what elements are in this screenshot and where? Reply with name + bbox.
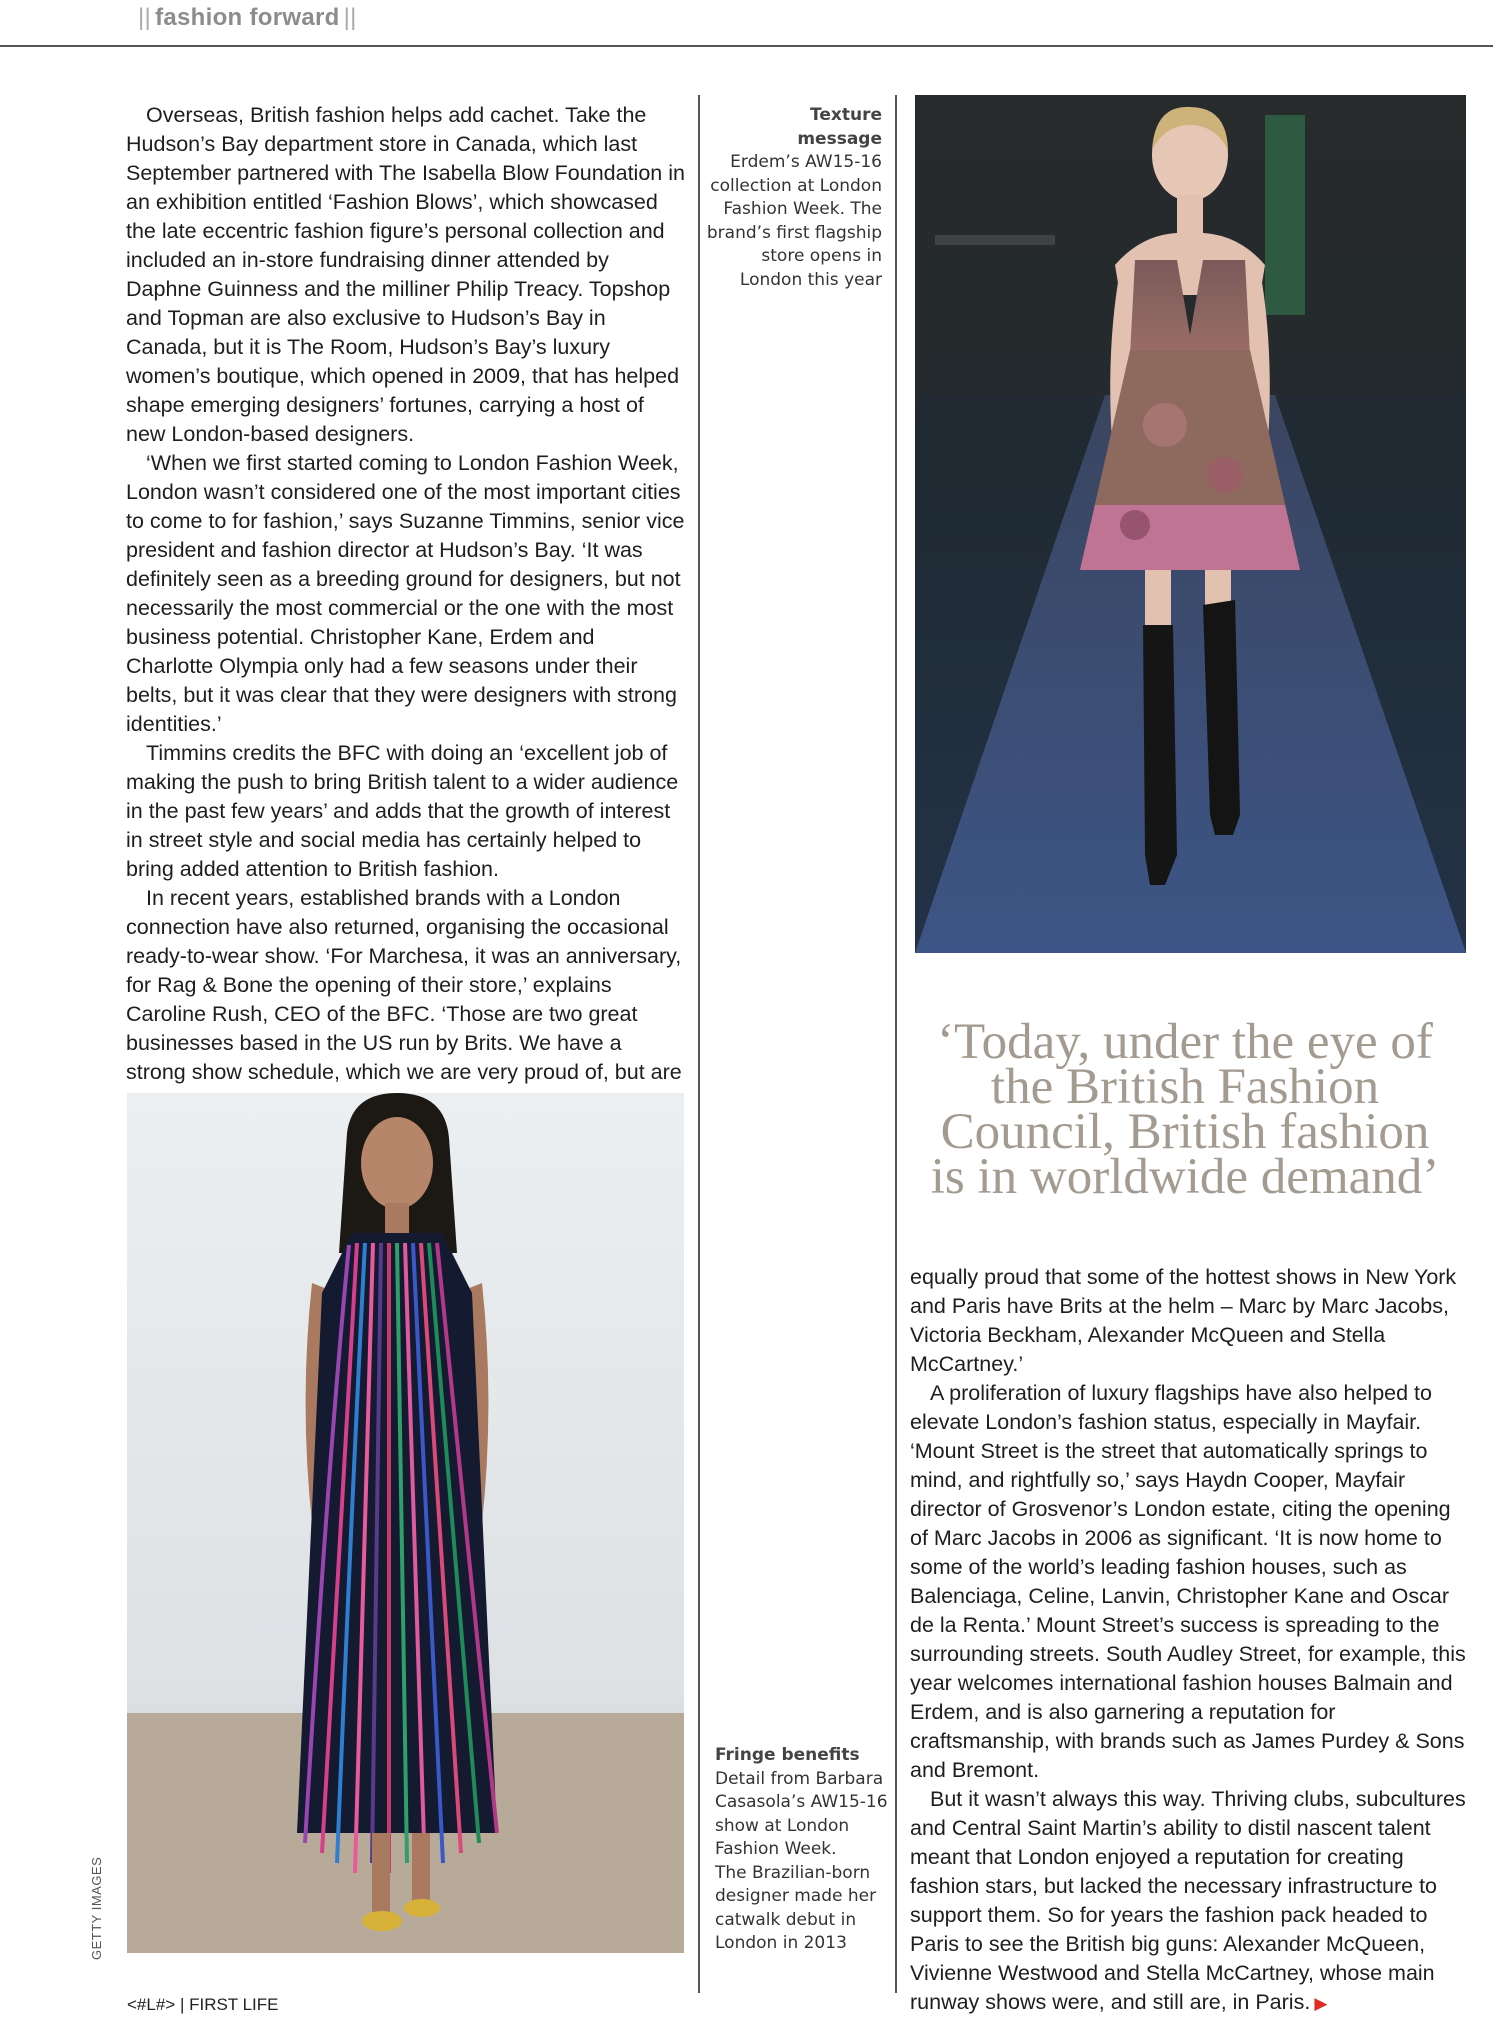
header-rule — [0, 45, 1493, 47]
paragraph: equally proud that some of the hottest shows in New York and Paris have Brits at the helm – Marc by Marc Jacobs, Victoria Beckham, Alexander McQueen and Stella McCartney.’ — [910, 1265, 1457, 1376]
caption-line: Fashion Week. The — [723, 199, 882, 219]
caption-line: Fashion Week. — [715, 1839, 837, 1859]
caption-line: Detail from Barbara — [715, 1768, 884, 1789]
caption-title: Texture — [810, 105, 882, 125]
section-label-text: fashion forward — [155, 4, 340, 31]
paragraph-text: But it wasn’t always this way. Thriving clubs, subcultures and Central Saint Martin’s ability to distil nascent talent meant that London enjoyed a reputation for creating fashion stars, but lacked the necessary infrastructure to support them. So for years the fashion pack headed to Paris to see the British big guns: Alexander McQueen, Vivienne Westwood and Stella McCartney, whose main runway shows were, and still are, in Paris. — [910, 1787, 1466, 2014]
caption-line: Erdem’s AW15-16 — [730, 152, 882, 172]
column-rule-right — [895, 95, 897, 1993]
caption-line: brand’s first flagship — [706, 222, 882, 243]
caption-fringe-benefits — [715, 1744, 893, 1956]
pull-quote — [910, 1014, 1460, 1205]
paragraph: Overseas, British fashion helps add cachet. Take the Hudson’s Bay department store in Canada, which last September partnered with The Isabella Blow Foundation in an exhibition entitled ‘Fashion Blows’, which showcased the late eccentric fashion figure’s personal collection and included an in-store fundraising dinner attended by Daphne Guinness and the milliner Philip Treacy. Topshop and Topman are also exclusive to Hudson’s Bay in Canada, but it is The Room, Hudson’s Bay’s luxury women’s boutique, which opened in 2009, that has helped shape emerging designers’ fortunes, carrying a host of new London-based designers. — [126, 103, 685, 446]
caption-line: Casasola’s AW15-16 — [715, 1792, 888, 1812]
caption-line: collection at London — [710, 175, 882, 196]
runway-illustration-erdem — [915, 95, 1466, 953]
caption-line: London in 2013 — [715, 1933, 847, 1953]
bars-right-icon: || — [343, 4, 357, 31]
right-column-text — [910, 1263, 1470, 2018]
pull-quote-line: Council, British fashion — [940, 1104, 1430, 1160]
caption-texture-message — [706, 104, 882, 292]
bars-left-icon: || — [138, 4, 152, 31]
pull-quote-line: ‘Today, under the eye of — [937, 1014, 1433, 1070]
caption-title: message — [797, 128, 882, 149]
section-label — [126, 4, 369, 32]
end-of-article-icon: ▶ — [1314, 1994, 1328, 2013]
pull-quote-line: the British Fashion — [990, 1059, 1380, 1115]
pull-quote-line: is in worldwide demand’ — [930, 1149, 1440, 1205]
photo-credit: GETTY IMAGES — [89, 1856, 104, 1960]
caption-line: show at London — [715, 1815, 850, 1836]
column-rule-left — [698, 95, 700, 1993]
paragraph: A proliferation of luxury flagships have also helped to elevate London’s fashion status, especially in Mayfair. ‘Mount Street is the street that automatically springs to mind, and rightfully so,’ says Haydn Cooper, Mayfair director of Grosvenor’s London estate, citing the opening of Marc Jacobs in 2006 as significant. ‘It is now home to some of the world’s leading fashion houses, such as Balenciaga, Celine, Lanvin, Christopher Kane and Oscar de la Renta.’ Mount Street’s success is spreading to the surrounding streets. South Audley Street, for example, this year welcomes international fashion houses Balmain and Erdem, and is also garnering a reputation for craftsmanship, with brands such as James Purdey & Sons and Bremont. — [910, 1381, 1466, 1782]
caption-line: designer made her — [715, 1886, 877, 1906]
caption-title: Fringe benefits — [715, 1745, 860, 1765]
runway-photo-erdem — [915, 95, 1466, 953]
paragraph: In recent years, established brands with a London connection have also returned, organising the occasional ready-to-wear show. ‘For Marchesa, it was an anniversary, for Rag & Bone the opening of their store,’ explains Caroline Rush, CEO of the BFC. ‘Those are two great businesses based in the US run by Brits. We have a strong show schedule, which we are very proud of, but are — [126, 886, 682, 1084]
runway-photo-casasola — [127, 1093, 684, 1953]
page-footer: <#L#> | FIRST LIFE — [127, 1995, 279, 2014]
paragraph: ‘When we first started coming to London Fashion Week, London wasn’t considered one of the most important cities to come to for fashion,’ says Suzanne Timmins, senior vice president and fashion director at Hudson’s Bay. ‘It was definitely seen as a breeding ground for designers, but not necessarily the most commercial or the one with the most business potential. Christopher Kane, Erdem and Charlotte Olympia only had a few seasons under their belts, but it was clear that they were designers with strong identities.’ — [126, 451, 685, 736]
caption-line: catwalk debut in — [715, 1909, 857, 1930]
caption-line: The Brazilian-born — [715, 1862, 871, 1883]
runway-illustration-casasola — [127, 1093, 684, 1953]
caption-line: London this year — [739, 269, 882, 290]
left-column-text — [126, 101, 686, 1087]
paragraph: Timmins credits the BFC with doing an ‘excellent job of making the push to bring British talent to a wider audience in the past few years’ and adds that the growth of interest in street style and social media has certainly helped to bring added attention to British fashion. — [126, 741, 679, 881]
caption-line: store opens in — [761, 246, 882, 266]
paragraph — [910, 1785, 1470, 2018]
